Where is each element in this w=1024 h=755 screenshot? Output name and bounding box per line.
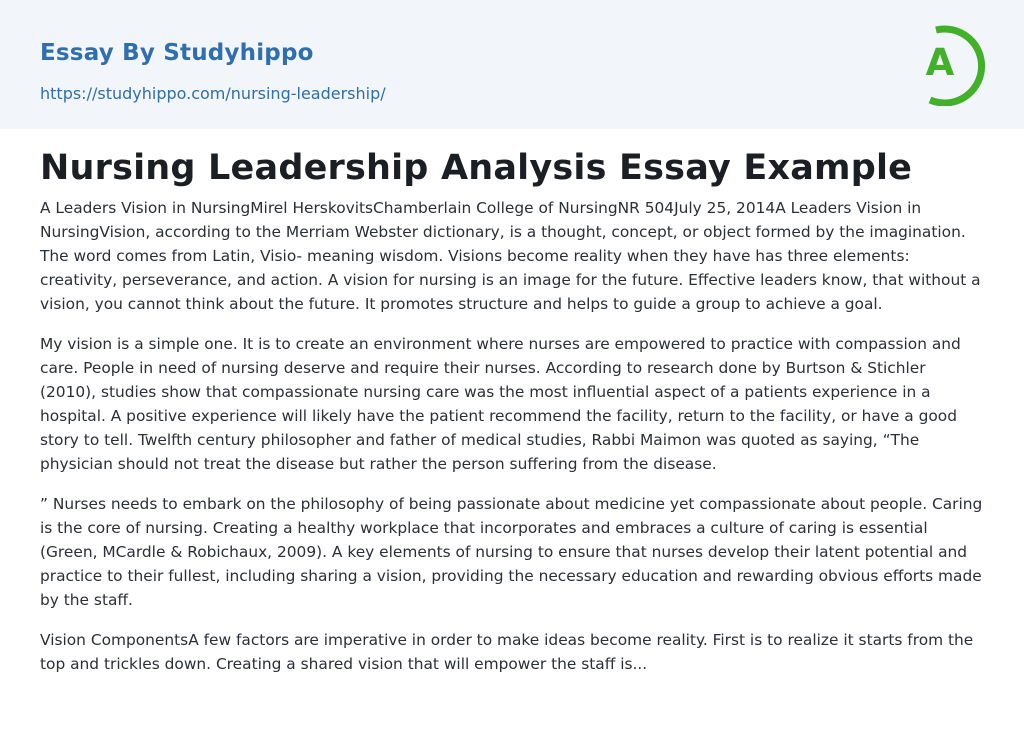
paragraph-1: A Leaders Vision in NursingMirel HerskovitsChamberlain College of NursingNR 504July 25, 2014A Leaders Vision in NursingVision, according to the Merriam Webster dictionary, is a thought, concept, or object formed by the imagination. The word comes from Latin, Visio- meaning wisdom. Visions become reality when they have has three elements: creativity, perseverance, and action. A vision for nursing is an image for the future. Effective leaders know, that without a vision, you cannot think about the future. It promotes structure and helps to guide a group to achieve a goal.	[40, 199, 981, 313]
site-brand[interactable]: Essay By Studyhippo	[40, 40, 314, 66]
paragraph-2: My vision is a simple one. It is to create an environment where nurses are empowered to practice with compassion and care. People in need of nursing deserve and require their nurses. According to research done by Burtson & Stichler (2010), studies show that compassionate nursing care was the most influential aspect of a patients experience in a hospital. A positive experience will likely have the patient recommend the facility, return to the facility, or have a good story to tell. Twelfth century philosopher and father of medical studies, Rabbi Maimon was quoted as saying, “The physician should not treat the disease but rather the person suffering from the disease.	[40, 335, 961, 473]
article	[40, 145, 984, 676]
paragraph-3: ” Nurses needs to embark on the philosophy of being passionate about medicine yet compassionate about people. Caring is the core of nursing. Creating a healthy workplace that incorporates and embraces a culture of caring is essential (Green, MCardle & Robichaux, 2009). A key elements of nursing to ensure that nurses develop their latent potential and practice to their fullest, including sharing a vision, providing the necessary education and rewarding obvious efforts made by the staff.	[40, 495, 983, 609]
studyhippo-logo-icon[interactable]	[906, 18, 990, 106]
source-url-link[interactable]: https://studyhippo.com/nursing-leadership/	[40, 84, 386, 103]
page-title: Nursing Leadership Analysis Essay Example	[40, 148, 913, 188]
site-header	[0, 0, 1024, 129]
logo-letter: A	[925, 41, 955, 84]
paragraph-4: Vision ComponentsA few factors are imperative in order to make ideas become reality. First is to realize it starts from the top and trickles down. Creating a shared vision that will empower the staff is...	[40, 631, 974, 673]
